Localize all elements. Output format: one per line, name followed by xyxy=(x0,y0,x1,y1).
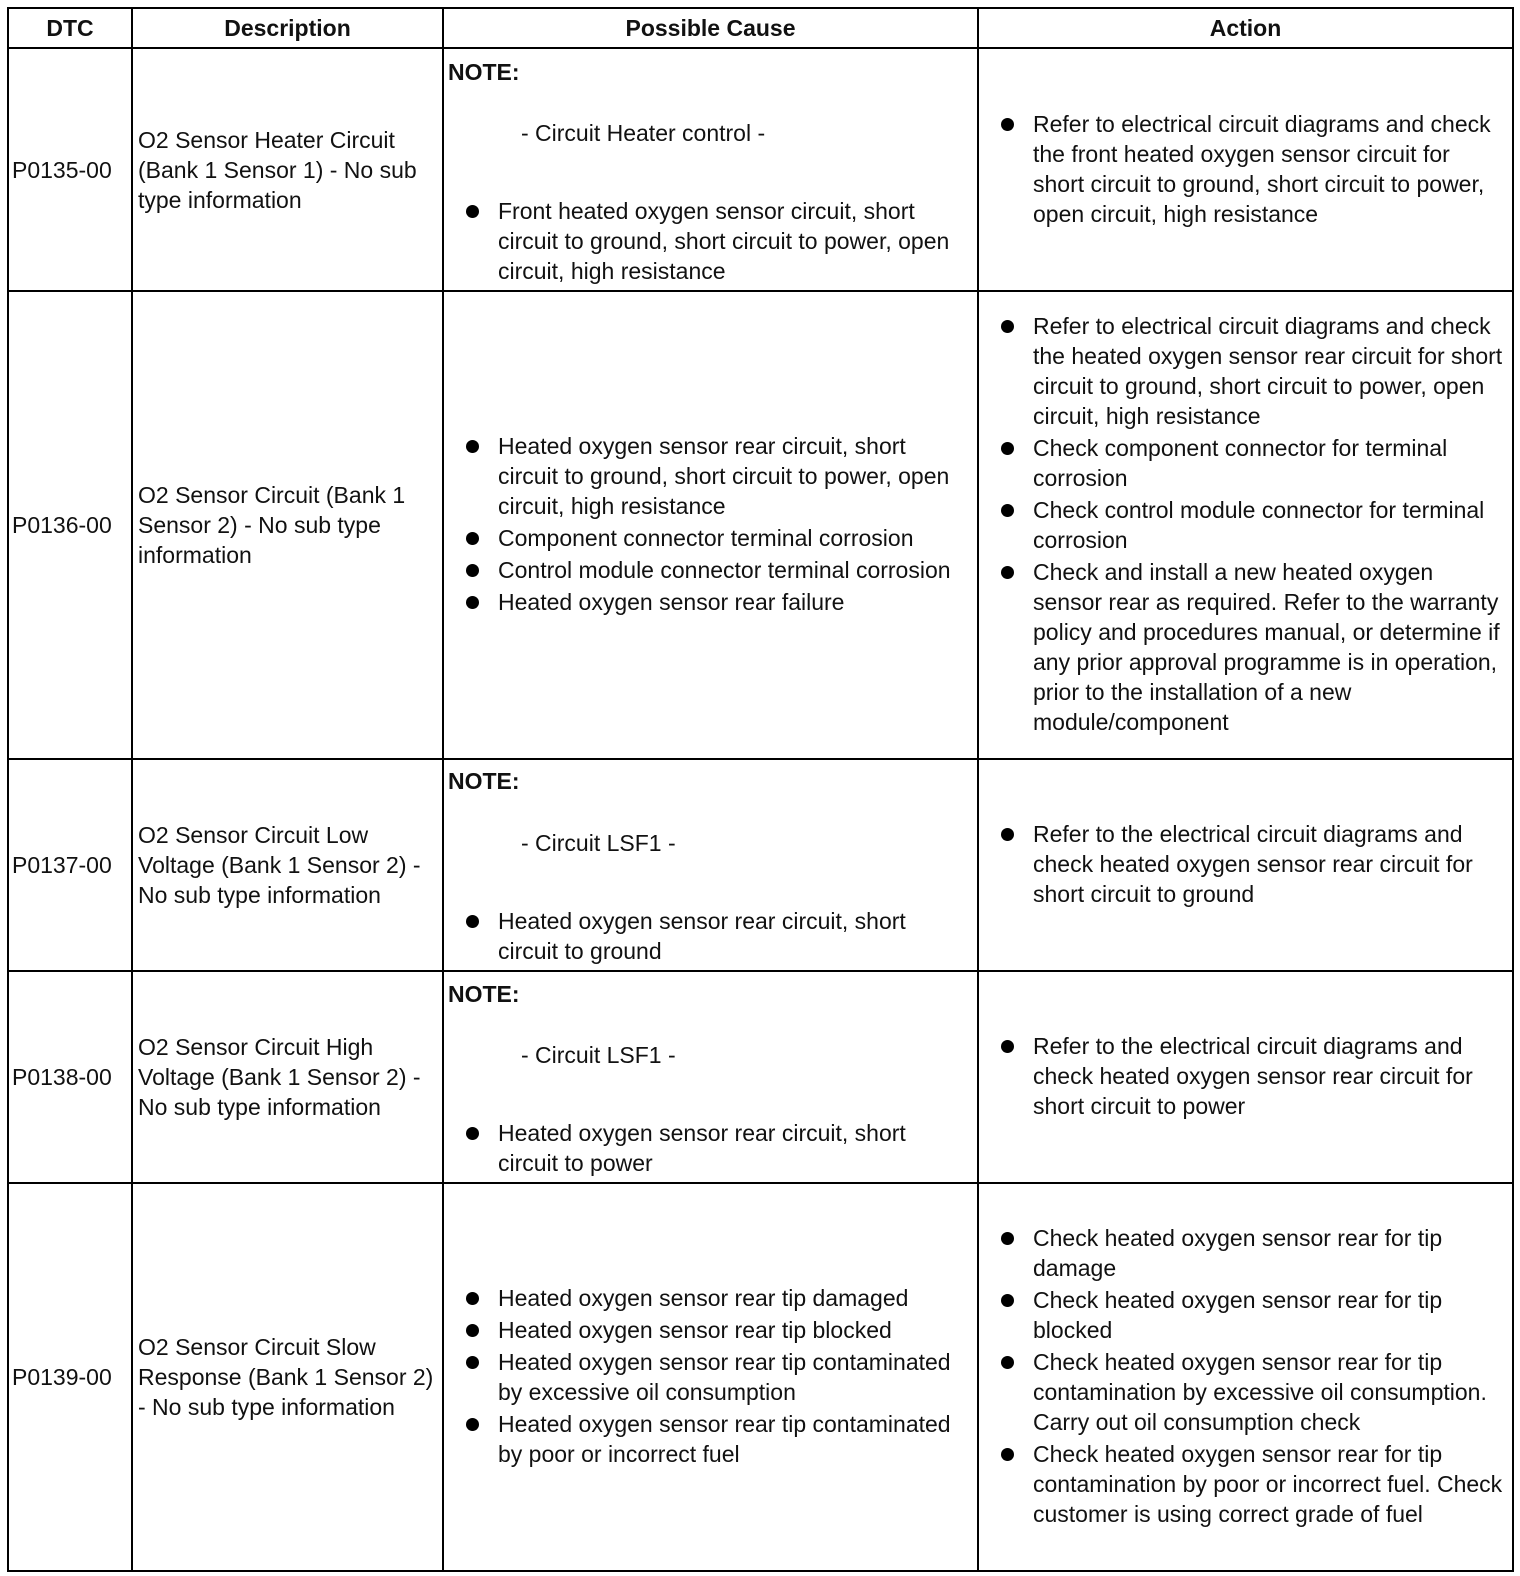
list-item: Heated oxygen sensor rear circuit, short circuit to power xyxy=(464,1118,969,1178)
note-label: NOTE: xyxy=(448,59,520,85)
header-action: Action xyxy=(1209,15,1282,41)
list-item: Heated oxygen sensor rear circuit, short circuit to ground, short circuit to power, open circuit, high resistance xyxy=(464,431,969,521)
list-item: Check heated oxygen sensor rear for tip damage xyxy=(999,1223,1505,1283)
possible-cause-list xyxy=(464,196,969,288)
list-item: Heated oxygen sensor rear circuit, short circuit to ground xyxy=(464,906,969,966)
description-text: O2 Sensor Circuit Low Voltage (Bank 1 Sensor 2) - No sub type information xyxy=(138,822,421,908)
dtc-code: P0136-00 xyxy=(12,512,112,538)
column-divider xyxy=(131,7,133,1572)
circuit-label: - Circuit LSF1 - xyxy=(521,830,676,856)
bullet-icon xyxy=(466,596,479,609)
circuit-label: - Circuit Heater control - xyxy=(521,120,766,146)
bullet-icon xyxy=(1001,504,1014,517)
list-item: Refer to electrical circuit diagrams and check the front heated oxygen sensor circuit for short circuit to ground, short circuit to power, open circuit, high resistance xyxy=(999,109,1505,229)
list-item: Heated oxygen sensor rear tip blocked xyxy=(464,1315,969,1345)
dtc-description xyxy=(138,972,438,1182)
description-text: O2 Sensor Heater Circuit (Bank 1 Sensor 1) - No sub type information xyxy=(138,126,417,213)
bullet-icon xyxy=(1001,320,1014,333)
dtc-code: P0135-00 xyxy=(12,156,112,183)
list-item: Heated oxygen sensor rear tip damaged xyxy=(464,1283,969,1313)
action-list xyxy=(999,972,1505,1182)
action-list xyxy=(999,49,1505,290)
column-divider xyxy=(442,7,444,1572)
list-item: Control module connector terminal corrosion xyxy=(464,555,969,585)
list-item: Front heated oxygen sensor circuit, short circuit to ground, short circuit to power, open circuit, high resistance xyxy=(464,196,969,286)
dtc-description xyxy=(138,49,438,290)
list-item: Heated oxygen sensor rear tip contaminated by excessive oil consumption xyxy=(464,1347,969,1407)
bullet-icon xyxy=(466,1356,479,1369)
header-description: Description xyxy=(224,15,351,41)
description-text: O2 Sensor Circuit High Voltage (Bank 1 Sensor 2) - No sub type information xyxy=(138,1034,421,1120)
dtc-code: P0139-00 xyxy=(12,1364,112,1390)
dtc-code: P0138-00 xyxy=(12,1064,112,1090)
dtc-description xyxy=(138,292,438,758)
description-text: O2 Sensor Circuit (Bank 1 Sensor 2) - No sub type information xyxy=(138,482,406,568)
note-label: NOTE: xyxy=(448,981,520,1007)
dtc-description xyxy=(138,760,438,970)
possible-cause-list xyxy=(464,906,969,968)
table-border-left xyxy=(7,7,9,1572)
list-item: Check component connector for terminal corrosion xyxy=(999,433,1505,493)
table-border-top xyxy=(7,7,1514,9)
list-item: Check control module connector for terminal corrosion xyxy=(999,495,1505,555)
possible-cause-list xyxy=(464,1184,969,1570)
bullet-icon xyxy=(1001,566,1014,579)
action-list xyxy=(999,292,1505,758)
note-label: NOTE: xyxy=(448,768,520,794)
list-item: Check and install a new heated oxygen sensor rear as required. Refer to the warranty policy and procedures manual, or determine if any prior approval programme is in operation, prior to the installation of a new module/component xyxy=(999,557,1505,737)
table-border-right xyxy=(1512,7,1514,1572)
bullet-icon xyxy=(466,1292,479,1305)
bullet-icon xyxy=(466,915,479,928)
bullet-icon xyxy=(466,1127,479,1140)
bullet-icon xyxy=(466,205,479,218)
column-divider xyxy=(977,7,979,1572)
header-dtc: DTC xyxy=(46,15,94,41)
bullet-icon xyxy=(466,532,479,545)
list-item: Check heated oxygen sensor rear for tip contamination by excessive oil consumption. Carry out oil consumption check xyxy=(999,1347,1505,1437)
action-list xyxy=(999,760,1505,970)
bullet-icon xyxy=(1001,118,1014,131)
bullet-icon xyxy=(466,440,479,453)
dtc-code: P0137-00 xyxy=(12,852,112,878)
bullet-icon xyxy=(1001,1040,1014,1053)
bullet-icon xyxy=(1001,1356,1014,1369)
bullet-icon xyxy=(1001,1294,1014,1307)
list-item: Refer to the electrical circuit diagrams and check heated oxygen sensor rear circuit for short circuit to ground xyxy=(999,819,1505,909)
list-item: Refer to electrical circuit diagrams and check the heated oxygen sensor rear circuit for short circuit to ground, short circuit to power, open circuit, high resistance xyxy=(999,311,1505,431)
header-possible-cause: Possible Cause xyxy=(625,15,796,41)
dtc-description xyxy=(138,1184,438,1570)
table-border-bottom xyxy=(7,1570,1514,1572)
bullet-icon xyxy=(466,1418,479,1431)
bullet-icon xyxy=(1001,1232,1014,1245)
list-item: Component connector terminal corrosion xyxy=(464,523,969,553)
list-item: Refer to the electrical circuit diagrams and check heated oxygen sensor rear circuit for short circuit to power xyxy=(999,1031,1505,1121)
list-item: Check heated oxygen sensor rear for tip contamination by poor or incorrect fuel. Check customer is using correct grade of fuel xyxy=(999,1439,1505,1529)
list-item: Heated oxygen sensor rear failure xyxy=(464,587,969,617)
description-text: O2 Sensor Circuit Slow Response (Bank 1 Sensor 2) - No sub type information xyxy=(138,1334,434,1420)
bullet-icon xyxy=(1001,828,1014,841)
possible-cause-list xyxy=(464,292,969,758)
list-item: Heated oxygen sensor rear tip contaminated by poor or incorrect fuel xyxy=(464,1409,969,1469)
possible-cause-list xyxy=(464,1118,969,1180)
bullet-icon xyxy=(1001,442,1014,455)
list-item: Check heated oxygen sensor rear for tip blocked xyxy=(999,1285,1505,1345)
circuit-label: - Circuit LSF1 - xyxy=(521,1042,676,1068)
bullet-icon xyxy=(466,564,479,577)
bullet-icon xyxy=(466,1324,479,1337)
bullet-icon xyxy=(1001,1448,1014,1461)
action-list xyxy=(999,1184,1505,1570)
